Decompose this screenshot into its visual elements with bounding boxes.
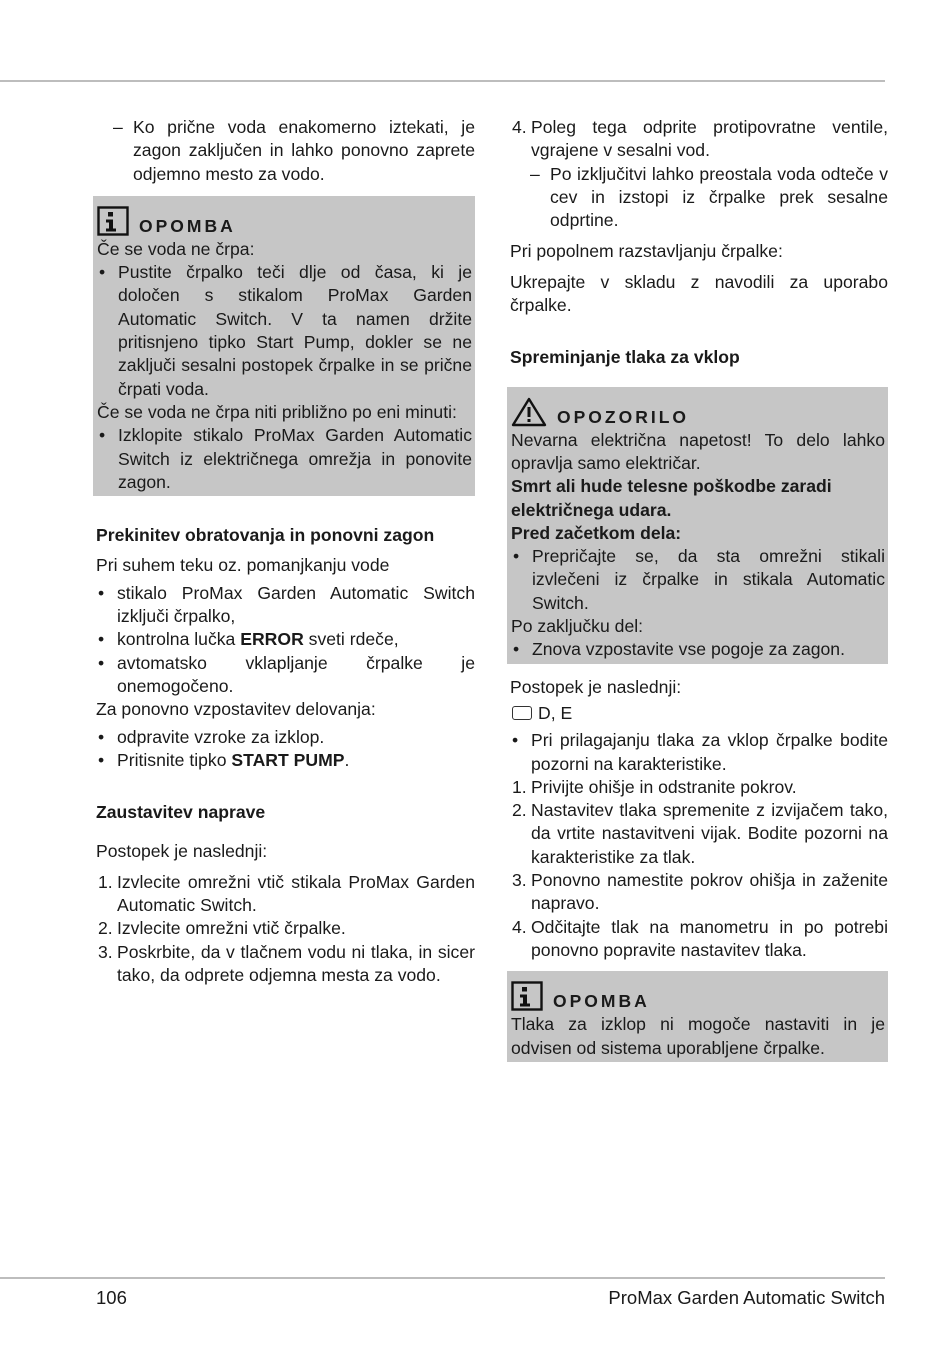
paragraph: Ukrepajte v skladu z navodili za uporabo črpalke. — [510, 271, 888, 316]
bullet-text: avtomatsko vklapljanje črpalke je onemogočeno. — [117, 652, 475, 696]
warning-triangle-icon — [511, 397, 547, 427]
bullet-mark: • — [513, 639, 520, 660]
note-header — [511, 977, 885, 1011]
numbered-step — [510, 776, 888, 799]
bullet-text: Izklopite stikalo ProMax Garden Automatic Switch iz električnega omrežja in ponovite zagon. — [118, 425, 472, 492]
step-number: 4. — [512, 117, 527, 137]
numbered-step — [96, 941, 475, 988]
bullet-text: Prepričajte se, da sta omrežni stikali izvlečeni iz črpalke in stikala Automatic Switch. — [532, 546, 885, 613]
step-text: Privijte ohišje in odstranite pokrov. — [531, 776, 797, 797]
dash-text: Ko prične voda enakomerno iztekati, je zagon zaključen in lahko ponovno zaprete odjemno mesto za vodo. — [133, 117, 475, 184]
left-column — [93, 116, 475, 987]
numbered-step — [510, 916, 888, 963]
numbered-step — [96, 871, 475, 918]
note-header — [97, 202, 472, 236]
step-number: 1. — [98, 871, 113, 892]
bullet-text: sveti rdeče, — [303, 629, 399, 650]
dash-mark: – — [113, 117, 123, 137]
step-text: Ponovno namestite pokrov ohišja in zaženite napravo. — [531, 870, 888, 914]
step-text: Odčitajte tlak na manometru in po potrebi ponovno popravite nastavitev tlaka. — [531, 916, 888, 960]
bullet-item — [96, 628, 475, 651]
step-number: 4. — [512, 916, 527, 937]
note-box — [507, 971, 888, 1062]
warning-title: OPOZORILO — [557, 406, 689, 427]
bullet-mark: • — [99, 425, 106, 446]
bullet-text: Pustite črpalko teči dlje od časa, ki je določen s stikalom ProMax Garden Automatic Switch. V ta namen držite pritisnjeno tipko Start Pump, dokler se ne zaključi sesalni postopek črpalke in se prične črpati voda. — [118, 262, 472, 399]
dash-item — [510, 163, 888, 233]
step-text: Poleg tega odprite protipovratne ventile, vgrajene v sesalni vod. — [531, 117, 888, 161]
numbered-step — [510, 116, 888, 163]
note-bullet — [97, 261, 472, 401]
bullet-mark: • — [98, 582, 105, 603]
bullet-item — [96, 749, 475, 772]
bullet-item — [96, 652, 475, 699]
info-note-icon — [97, 206, 129, 236]
section-heading: Zaustavitev naprave — [96, 802, 266, 823]
step-number: 2. — [98, 918, 113, 939]
header-rule — [0, 80, 885, 82]
numbered-step — [510, 799, 888, 869]
bullet-mark: • — [98, 749, 105, 770]
step-text: Poskrbite, da v tlačnem vodu ni tlaka, in sicer tako, da odprete odjemna mesta za vodo. — [117, 941, 475, 985]
bullet-mark: • — [513, 546, 520, 567]
paragraph: Postopek je naslednji: — [510, 676, 682, 697]
warning-text: Po zaključku del: — [511, 616, 644, 637]
note-title: OPOMBA — [553, 991, 650, 1012]
note-text: Tlaka za izklop ni mogoče nastaviti in je odvisen od sistema uporabljene črpalke. — [511, 1014, 885, 1058]
paragraph: Pri popolnem razstavljanju črpalke: — [510, 241, 783, 262]
step-number: 2. — [512, 800, 527, 821]
step-number: 1. — [512, 776, 527, 797]
step-number: 3. — [512, 870, 527, 891]
warning-bullet — [511, 638, 885, 661]
paragraph: Postopek je naslednji: — [96, 841, 268, 862]
bullet-mark: • — [98, 652, 105, 673]
warning-bold-text — [511, 475, 885, 522]
bullet-text: Pri prilagajanju tlaka za vklop črpalke bodite pozorni na karakteristike. — [531, 730, 888, 774]
footer-rule — [0, 1277, 885, 1279]
step-text: Izvlecite omrežni vtič črpalke. — [117, 918, 346, 939]
note-title: OPOMBA — [139, 215, 236, 236]
footer-product-name: ProMax Garden Automatic Switch — [608, 1287, 885, 1308]
dash-text: Po izključitvi lahko preostala voda odteče v cev in izstopi iz črpalke prek sesalne odprtine. — [550, 163, 888, 231]
bullet-item — [510, 729, 888, 776]
error-lamp-label: ERROR — [240, 629, 304, 650]
figure-reference — [510, 702, 888, 725]
dash-mark: – — [530, 163, 540, 184]
bullet-mark: • — [99, 262, 106, 283]
warning-bold-text — [511, 522, 885, 545]
page-number: 106 — [96, 1287, 127, 1308]
bullet-text: kontrolna lučka — [117, 629, 241, 650]
numbered-step — [96, 917, 475, 940]
note-bullet — [97, 424, 472, 494]
info-note-icon — [511, 981, 543, 1011]
bullet-text: Znova vzpostavite vse pogoje za zagon. — [532, 639, 845, 660]
paragraph: Pri suhem teku oz. pomanjkanju vode — [96, 555, 390, 576]
figure-reference-icon — [512, 706, 532, 720]
bullet-mark: • — [512, 730, 519, 751]
note-text: Če se voda ne črpa: — [97, 238, 255, 259]
bullet-text: Pritisnite tipko — [117, 749, 232, 770]
warning-box — [507, 387, 888, 664]
warning-consequence: Smrt ali hude telesne poškodbe zaradi električnega udara. — [511, 476, 832, 520]
warning-text: Nevarna električna napetost! To delo lahko opravlja samo električar. — [511, 429, 885, 473]
right-column — [507, 116, 888, 1062]
bullet-item — [96, 582, 475, 629]
bullet-mark: • — [98, 726, 105, 747]
step-text: Izvlecite omrežni vtič stikala ProMax Garden Automatic Switch. — [117, 871, 475, 916]
step-text: Nastavitev tlaka spremenite z izvijačem tako, da vrtite nastavitveni vijak. Bodite pozorni na karakteristike za tlak. — [531, 800, 888, 867]
bullet-text: stikalo ProMax Garden Automatic Switch izključi črpalko, — [117, 582, 475, 627]
warning-header — [511, 393, 885, 427]
step-number: 3. — [98, 941, 113, 962]
numbered-step — [510, 869, 888, 916]
warning-before-work: Pred začetkom dela: — [511, 522, 682, 543]
bullet-mark: • — [98, 629, 105, 650]
note-text: Če se voda ne črpa niti približno po eni minuti: — [97, 401, 457, 422]
bullet-item — [96, 726, 475, 749]
dash-item — [93, 116, 475, 186]
start-pump-label: START PUMP — [231, 749, 345, 770]
bullet-text: odpravite vzroke za izklop. — [117, 726, 325, 747]
section-heading: Spreminjanje tlaka za vklop — [510, 347, 740, 368]
section-heading: Prekinitev obratovanja in ponovni zagon — [96, 525, 435, 546]
warning-bullet — [511, 545, 885, 615]
paragraph: Za ponovno vzpostavitev delovanja: — [96, 699, 376, 720]
figure-reference-text: D, E — [538, 702, 573, 723]
note-box — [93, 196, 475, 496]
bullet-text: . — [344, 749, 350, 770]
